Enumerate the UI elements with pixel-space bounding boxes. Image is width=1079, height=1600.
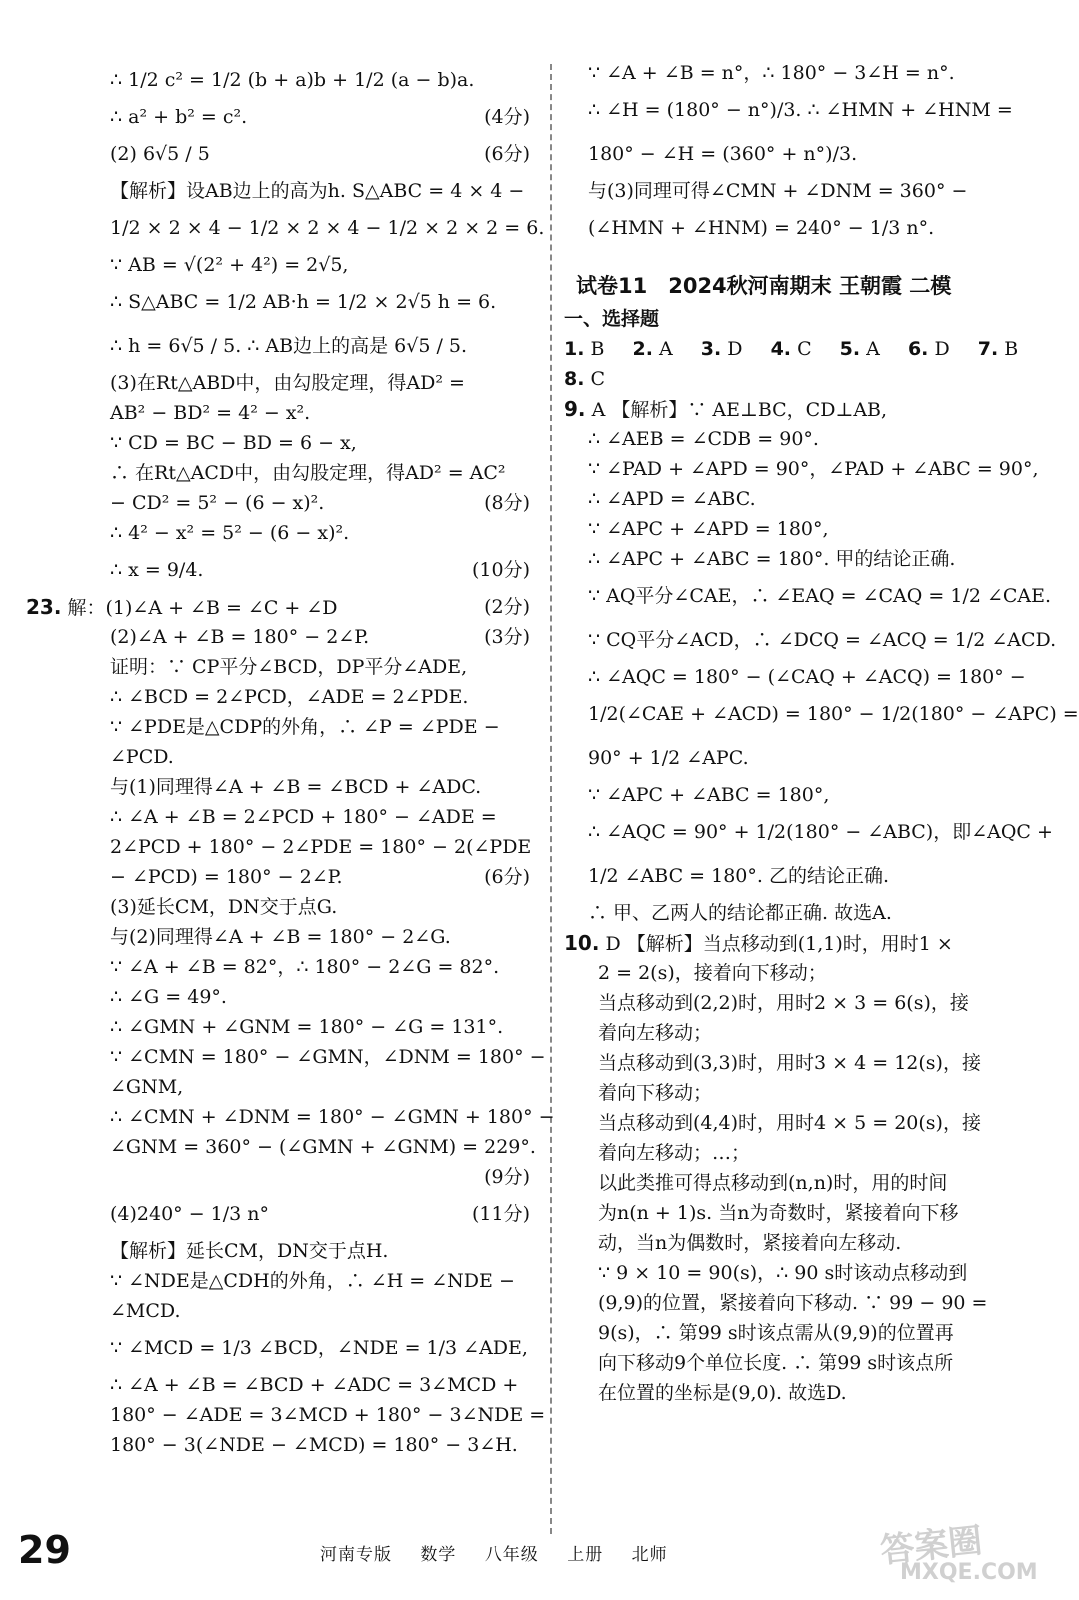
footer-item: 上册 [567, 1545, 604, 1565]
text-line: ∵ AB = √(2² + 4²) = 2√5, [110, 254, 349, 276]
answer-item [908, 334, 950, 364]
text-line: ∴ S△ABC = 1/2 AB·h = 1/2 × 2√5 h = 6. [110, 291, 497, 313]
score: (6分) [484, 143, 530, 165]
answer-number: 3. [700, 338, 722, 360]
text-line: ∴ ∠CMN + ∠DNM = 180° − ∠GMN + 180° − [110, 1106, 555, 1128]
text-line: (∠HMN + ∠HNM) = 240° − 1/3 n°. [588, 217, 935, 239]
text-line: 180° − ∠ADE = 3∠MCD + 180° − 3∠NDE = [110, 1404, 546, 1426]
text-line: 1/2(∠CAE + ∠ACD) = 180° − 1/2(180° − ∠APC) = [588, 703, 1079, 725]
answer-item [771, 334, 812, 364]
text-line: AB² − BD² = 4² − x². [110, 402, 311, 424]
page-number: 29 [18, 1528, 71, 1572]
line-text: (2)∠A + ∠B = 180° − 2∠P. [110, 626, 370, 648]
text-line: 当点移动到(3,3)时，用时3 × 4 = 12(s)，接 [598, 1052, 981, 1074]
text-line: ∵ ∠APC + ∠ABC = 180°, [588, 784, 830, 806]
answer-number: 6. [907, 338, 929, 360]
text-line: 向下移动9个单位长度. ∴ 第99 s时该点所 [598, 1352, 954, 1374]
footer [320, 1540, 690, 1565]
text-line [100, 488, 530, 518]
text-line: ∴ ∠AQC = 90° + 1/2(180° − ∠ABC)，即∠AQC + [588, 821, 1053, 843]
text-line: 90° + 1/2 ∠APC. [588, 747, 749, 769]
answer-row [564, 334, 1028, 364]
text-line: ∴ ∠AEB = ∠CDB = 90°. [588, 428, 819, 450]
line-text: A 【解析】∵ AE⊥BC，CD⊥AB, [591, 399, 888, 421]
text-line: 着向下移动； [598, 1082, 713, 1104]
score: (8分) [484, 492, 530, 514]
text-line: 在位置的坐标是(9,0). 故选D. [598, 1382, 847, 1404]
answer-choice: C [590, 368, 606, 390]
text-line: 2 = 2(s)，接着向下移动； [598, 962, 827, 984]
line-text: − CD² = 5² − (6 − x)². [110, 492, 325, 514]
text-line: 着向左移动； [598, 1022, 713, 1044]
text-line: 180° − 3(∠NDE − ∠MCD) = 180° − 3∠H. [110, 1434, 518, 1456]
line-text: 解：(1)∠A + ∠B = ∠C + ∠D [67, 597, 338, 619]
text-line: ∠GNM, [110, 1076, 184, 1098]
column-divider [550, 64, 552, 1534]
text-line: ∵ AQ平分∠CAE，∴ ∠EAQ = ∠CAQ = 1/2 ∠CAE. [588, 585, 1052, 607]
line-text: (2) 6√5 / 5 [110, 143, 210, 165]
text-line: ∴ 4² − x² = 5² − (6 − x)². [110, 522, 350, 544]
answer-choice: B [590, 338, 605, 360]
answer-number: 7. [977, 338, 999, 360]
text-line: 当点移动到(4,4)时，用时4 × 5 = 20(s)，接 [598, 1112, 981, 1134]
text-line: ∴ ∠G = 49°. [110, 986, 227, 1008]
answer-choice: D [934, 338, 950, 360]
watermark: 答案圈 [878, 1520, 985, 1572]
text-line: ∴ 在Rt△ACD中，由勾股定理，得AD² = AC² [110, 462, 506, 484]
text-line: ∴ ∠A + ∠B = ∠BCD + ∠ADC = 3∠MCD + [110, 1374, 519, 1396]
text-line: 证明：∵ CP平分∠BCD，DP平分∠ADE, [110, 656, 468, 678]
text-line [100, 1162, 530, 1192]
text-line: ∵ ∠CMN = 180° − ∠GMN，∠DNM = 180° − [110, 1046, 546, 1068]
text-line: ∵ ∠MCD = 1/3 ∠BCD，∠NDE = 1/3 ∠ADE, [110, 1337, 528, 1359]
question-number: 10. [564, 931, 600, 955]
text-line: ∴ ∠APD = ∠ABC. [588, 488, 756, 510]
text-line: 着向左移动；…； [598, 1142, 751, 1164]
score: (9分) [484, 1166, 530, 1188]
text-line: 与(2)同理得∠A + ∠B = 180° − 2∠G. [110, 926, 451, 948]
text-line: (3)延长CM，DN交于点G. [110, 896, 338, 918]
question-23 [26, 592, 530, 622]
text-line: ∵ ∠PDE是△CDP的外角，∴ ∠P = ∠PDE − [110, 716, 500, 738]
footer-item: 河南专版 [320, 1545, 392, 1565]
text-line: (3)在Rt△ABD中，由勾股定理，得AD² = [110, 372, 465, 394]
text-line: ∴ ∠AQC = 180° − (∠CAQ + ∠ACQ) = 180° − [588, 666, 1026, 688]
text-line [100, 132, 530, 176]
text-line: ∵ ∠A + ∠B = 82°，∴ 180° − 2∠G = 82°. [110, 956, 500, 978]
text-line: 与(1)同理得∠A + ∠B = ∠BCD + ∠ADC. [110, 776, 482, 798]
text-line: ∴ ∠H = (180° − n°)/3. ∴ ∠HMN + ∠HNM = [588, 99, 1013, 121]
right-column [564, 58, 1079, 1408]
text-line: ∴ ∠APC + ∠ABC = 180°. 甲的结论正确. [588, 548, 956, 570]
answer-number: 2. [632, 338, 653, 360]
text-line: 9(s)，∴ 第99 s时该点需从(9,9)的位置再 [598, 1322, 954, 1344]
text-line: ∴ 1/2 c² = 1/2 (b + a)b + 1/2 (a − b)a. [110, 69, 475, 91]
text-line: 动，当n为偶数时，紧接着向左移动. [598, 1232, 902, 1254]
score: (3分) [484, 626, 530, 648]
text-line [100, 862, 530, 892]
answer-choice: A [866, 338, 880, 360]
subsection-title: 一、选择题 [564, 308, 660, 330]
watermark-url: MXQE.COM [900, 1560, 1038, 1585]
text-line: ∵ ∠APC + ∠APD = 180°, [588, 518, 829, 540]
answer-choice: B [1004, 338, 1019, 360]
footer-item: 数学 [420, 1545, 457, 1565]
left-column [26, 58, 555, 1460]
text-line: ∵ CQ平分∠ACD，∴ ∠DCQ = ∠ACQ = 1/2 ∠ACD. [588, 629, 1057, 651]
footer-item: 八年级 [484, 1545, 539, 1565]
score: (11分) [471, 1203, 530, 1225]
text-line: ∵ ∠NDE是△CDH的外角，∴ ∠H = ∠NDE − [110, 1270, 515, 1292]
text-line: ∠MCD. [110, 1300, 181, 1322]
question-number: 23. [26, 595, 62, 619]
answer-item [701, 334, 743, 364]
text-line: 1/2 ∠ABC = 180°. 乙的结论正确. [588, 865, 889, 887]
text-line: ∴ ∠GMN + ∠GNM = 180° − ∠G = 131°. [110, 1016, 504, 1038]
line-text: − ∠PCD) = 180° − 2∠P. [110, 866, 343, 888]
score: (4分) [484, 106, 530, 128]
text-line: 为n(n + 1)s. 当n为奇数时，紧接着向下移 [598, 1202, 959, 1224]
text-line: ∠GNM = 360° − (∠GMN + ∠GNM) = 229°. [110, 1136, 536, 1158]
answer-number: 4. [770, 338, 792, 360]
text-line: 【解析】延长CM，DN交于点H. [110, 1240, 389, 1262]
text-line: ∴ 甲、乙两人的结论都正确. 故选A. [588, 902, 892, 924]
text-line: ∴ ∠BCD = 2∠PCD，∠ADE = 2∠PDE. [110, 686, 469, 708]
score: (10分) [471, 559, 530, 581]
score: (6分) [484, 866, 530, 888]
answer-item [564, 364, 605, 394]
answer-number: 1. [564, 338, 585, 360]
answer-choice: A [659, 338, 673, 360]
text-line: ∴ ∠A + ∠B = 2∠PCD + 180° − ∠ADE = [110, 806, 497, 828]
footer-item: 北师 [631, 1545, 668, 1565]
line-text: D 【解析】当点移动到(1,1)时，用时1 × [605, 933, 953, 955]
text-line: 【解析】设AB边上的高为h. S△ABC = 4 × 4 − [110, 180, 525, 202]
answer-item [633, 334, 673, 364]
text-line: (9,9)的位置，紧接着向下移动. ∵ 99 − 90 = [598, 1292, 988, 1314]
answer-number: 5. [839, 338, 861, 360]
text-line: ∠PCD. [110, 746, 174, 768]
answer-item [840, 334, 880, 364]
line-text: (4)240° − 1/3 n° [110, 1203, 270, 1225]
answer-item [978, 334, 1018, 364]
text-line: 180° − ∠H = (360° + n°)/3. [588, 143, 858, 165]
text-line: 2∠PCD + 180° − 2∠PDE = 180° − 2(∠PDE [110, 836, 532, 858]
text-line: 与(3)同理可得∠CMN + ∠DNM = 360° − [588, 180, 968, 202]
score: (2分) [484, 596, 530, 618]
text-line: ∵ ∠PAD + ∠APD = 90°，∠PAD + ∠ABC = 90°, [588, 458, 1039, 480]
text-line: ∵ CD = BC − BD = 6 − x, [110, 432, 357, 454]
question-10 [564, 928, 1028, 958]
text-line: 以此类推可得点移动到(n,n)时，用的时间 [598, 1172, 948, 1194]
answer-number: 8. [564, 368, 585, 390]
text-line [100, 1192, 530, 1236]
answer-choice: D [727, 338, 743, 360]
text-line: 1/2 × 2 × 4 − 1/2 × 2 × 4 − 1/2 × 2 × 2 = 6. [110, 217, 545, 239]
answer-item [564, 334, 604, 364]
question-9 [564, 394, 1028, 424]
answer-choice: C [797, 338, 812, 360]
text-line [100, 622, 530, 652]
text-line [100, 102, 530, 132]
text-line: ∴ h = 6√5 / 5. ∴ AB边上的高是 6√5 / 5. [110, 335, 468, 357]
text-line [100, 548, 530, 592]
exam-section-title: 试卷11 2024秋河南期末 王朝霞 二模 [576, 274, 952, 298]
answer-row [564, 364, 1028, 394]
text-line: ∵ 9 × 10 = 90(s)，∴ 90 s时该动点移动到 [598, 1262, 968, 1284]
text-line: ∵ ∠A + ∠B = n°，∴ 180° − 3∠H = n°. [588, 62, 955, 84]
question-number: 9. [564, 397, 586, 421]
text-line: 当点移动到(2,2)时，用时2 × 3 = 6(s)，接 [598, 992, 969, 1014]
line-text: ∴ a² + b² = c². [110, 106, 248, 128]
line-text: ∴ x = 9/4. [110, 559, 204, 581]
